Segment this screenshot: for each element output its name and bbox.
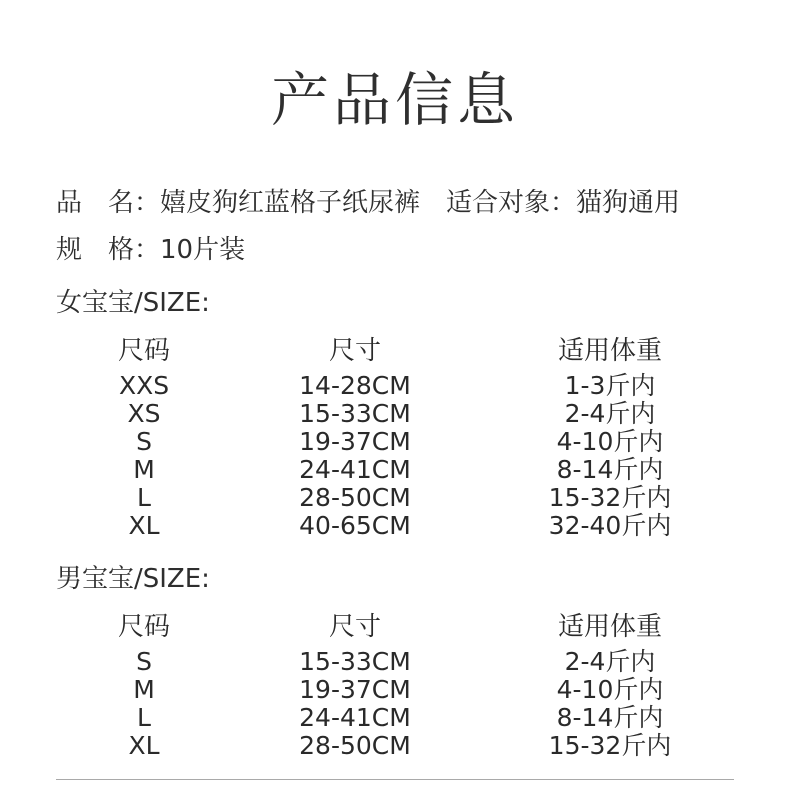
header-size-code: 尺码 [117, 336, 170, 366]
weight: 1-3斤内 [564, 371, 656, 400]
weight: 8-14斤内 [556, 703, 664, 732]
header-weight: 适用体重 [557, 336, 662, 366]
weight: 8-14斤内 [556, 455, 664, 484]
table-row [0, 732, 790, 760]
table-row [0, 512, 790, 540]
size-code: XS [127, 399, 161, 428]
weight: 2-4斤内 [564, 399, 656, 428]
page-title: 产品信息 [270, 66, 519, 134]
header-dimension: 尺寸 [328, 612, 381, 642]
product-name-value: 嬉皮狗红蓝格子纸尿裤 [160, 188, 421, 218]
male-size-label: 男宝宝/SIZE: [56, 564, 210, 594]
size-code: XL [128, 731, 160, 760]
dimension: 28-50CM [299, 731, 411, 760]
size-code: XXS [118, 371, 170, 400]
target-label: 适合对象： [446, 188, 577, 218]
dimension: 40-65CM [299, 511, 411, 540]
table-header-row [0, 332, 790, 370]
female-size-table [0, 332, 790, 540]
table-row [0, 456, 790, 484]
weight: 4-10斤内 [556, 427, 664, 456]
size-code: S [136, 647, 152, 676]
dimension: 14-28CM [299, 371, 411, 400]
weight: 2-4斤内 [564, 647, 656, 676]
table-row [0, 648, 790, 676]
dimension: 15-33CM [299, 647, 411, 676]
dimension: 28-50CM [299, 483, 411, 512]
header-dimension: 尺寸 [328, 336, 381, 366]
weight: 32-40斤内 [548, 511, 672, 540]
female-size-label: 女宝宝/SIZE: [56, 288, 210, 318]
size-code: M [133, 675, 155, 704]
table-row [0, 372, 790, 400]
bottom-divider [56, 779, 734, 780]
table-row [0, 428, 790, 456]
size-code: XL [128, 511, 160, 540]
table-row [0, 484, 790, 512]
dimension: 15-33CM [299, 399, 411, 428]
size-code: M [133, 455, 155, 484]
spec-line [56, 233, 245, 267]
weight: 15-32斤内 [548, 731, 672, 760]
table-row [0, 704, 790, 732]
spec-label: 规 格： [56, 235, 161, 265]
table-row [0, 676, 790, 704]
dimension: 24-41CM [299, 703, 411, 732]
target-value: 猫狗通用 [576, 188, 681, 218]
weight: 15-32斤内 [548, 483, 672, 512]
product-name-label: 品 名： [56, 188, 161, 218]
product-name-line [56, 186, 680, 220]
size-code: L [137, 483, 151, 512]
header-weight: 适用体重 [557, 612, 662, 642]
dimension: 19-37CM [299, 427, 411, 456]
male-size-table [0, 608, 790, 760]
dimension: 19-37CM [299, 675, 411, 704]
size-code: S [136, 427, 152, 456]
dimension: 24-41CM [299, 455, 411, 484]
weight: 4-10斤内 [556, 675, 664, 704]
size-code: L [137, 703, 151, 732]
table-header-row [0, 608, 790, 646]
spec-value: 10片装 [160, 235, 246, 265]
header-size-code: 尺码 [117, 612, 170, 642]
table-row [0, 400, 790, 428]
